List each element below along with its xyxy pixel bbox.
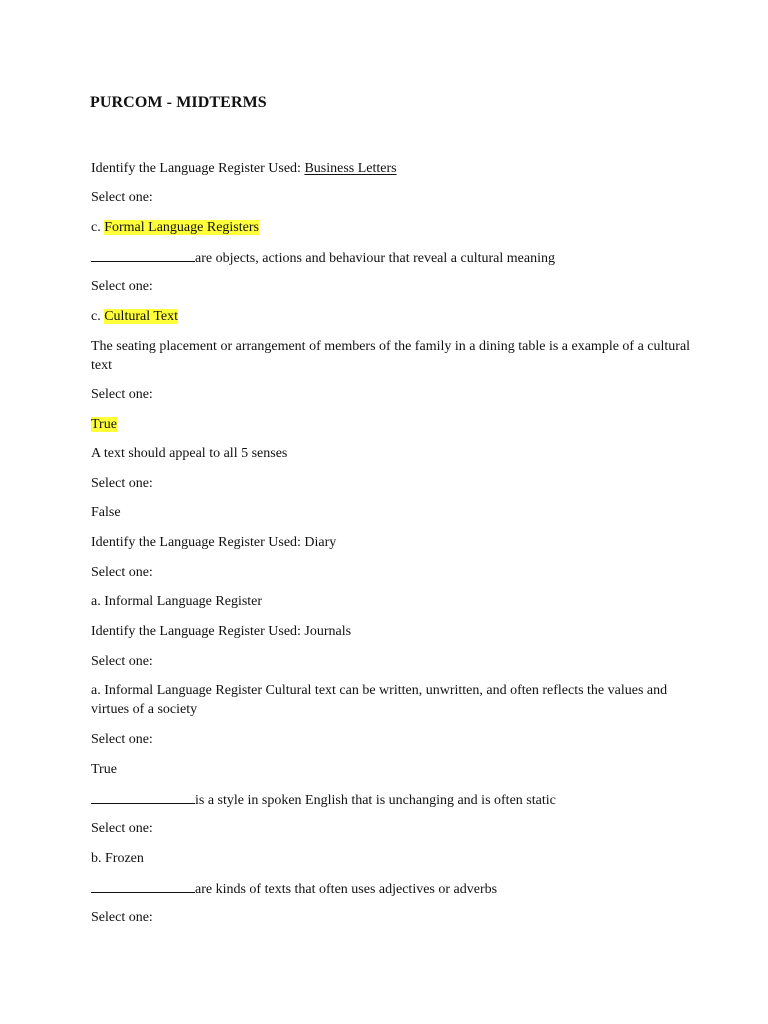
- question-9-prompt: [91, 879, 691, 899]
- question-3-prompt: The seating placement or arrangement of members of the family in a dining table is a example of a cultural text: [91, 339, 691, 373]
- question-1-answer-highlight: Formal Language Registers: [104, 220, 259, 235]
- page-title: PURCOM - MIDTERMS: [90, 94, 267, 111]
- question-1-answer-prefix: c.: [91, 220, 105, 235]
- question-8-blank: [91, 790, 195, 804]
- question-2-answer-prefix: c.: [91, 309, 105, 324]
- question-1-answer: [91, 218, 691, 237]
- question-1-text: Identify the Language Register Used:: [91, 161, 305, 176]
- question-8-text: is a style in spoken English that is unchanging and is often static: [195, 793, 556, 808]
- question-8-select-label: Select one:: [91, 821, 153, 836]
- question-2-answer: [91, 307, 691, 326]
- question-5-prompt: Identify the Language Register Used: Diary: [91, 535, 337, 550]
- question-8-answer: b. Frozen: [91, 851, 144, 866]
- question-2-text: are objects, actions and behaviour that reveal a cultural meaning: [195, 251, 555, 266]
- question-1-select-label: Select one:: [91, 190, 153, 205]
- question-4-answer: False: [91, 505, 121, 520]
- question-5-select-label: Select one:: [91, 565, 153, 580]
- question-9-select-label: Select one:: [91, 910, 153, 925]
- question-3-answer-highlight: True: [91, 417, 117, 432]
- question-3-select-label: Select one:: [91, 387, 153, 402]
- question-6-select-label: Select one:: [91, 654, 153, 669]
- question-7-select-label: Select one:: [91, 732, 153, 747]
- question-5-answer: a. Informal Language Register: [91, 594, 263, 609]
- question-9-blank: [91, 879, 195, 893]
- question-4-select-label: Select one:: [91, 476, 153, 491]
- question-1-prompt: [91, 159, 691, 178]
- question-9-text: are kinds of texts that often uses adjectives or adverbs: [195, 882, 498, 897]
- question-4-prompt: A text should appeal to all 5 senses: [91, 446, 288, 461]
- question-2-select-label: Select one:: [91, 279, 153, 294]
- question-2-answer-highlight: Cultural Text: [104, 309, 179, 324]
- question-6-prompt: Identify the Language Register Used: Journals: [91, 624, 352, 639]
- question-2-prompt: [91, 248, 691, 268]
- question-2-blank: [91, 248, 195, 262]
- question-3-answer: [91, 415, 691, 434]
- question-6-answer: a. Informal Language Register Cultural text can be written, unwritten, and often reflects the values and virtues of a society: [91, 683, 668, 717]
- question-7-answer: True: [91, 762, 117, 777]
- question-1-underlined-term: Business Letters: [304, 161, 397, 176]
- question-8-prompt: [91, 790, 691, 810]
